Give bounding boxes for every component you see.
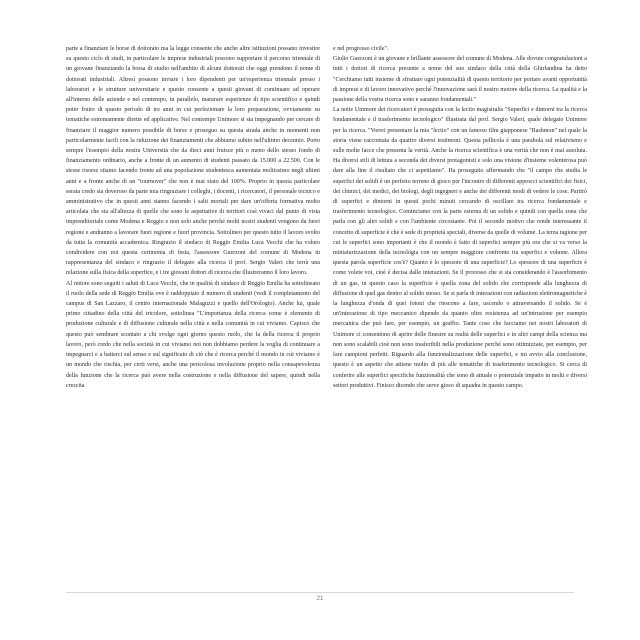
paragraph: La notte Unimore dei ricercatori è proseguita con la lectio magistralis "Superfici e dintorni tra la ricerca fondamentale e il trasferimento tecnologico" illustrata dal prof. Sergio Valeri, quale delegato Unimore per la ricerca. "Vorrei presentare la mia "lectio" con un famoso film giapponese "Rashmon" nel quale la storia viene raccontata da quattro diversi testimoni. Questa pellicola è una parabola sul relativismo e sulle molte facce che presenta la verità. Anche la ricerca scientifica è una verità che non è mai assoluta. Ha diversi stili di lettura a seconda dei diversi protagonisti e solo una visione d'insieme volenterosa può dare alla fine il risultato che ci aspettiamo". Ha proseguito affermando che "il campo che studia le superfici dei solidi è un perfetto terreno di gioco per l'incontro di differenti approcci scientifici dei fisici, dei chimici, dei medici, dei biologi, degli ingegneri e anche dei differenti modi di vedere le cose. Partirò di superfici e dintorni in questi pochi minuti cercando di oscillare tra ricerca fondamentale e trasferimento tecnologico. Cominciamo con la parte esterna di un solido e quindi con quella zona che parla con gli altri solidi e con l'ambiente circostante. Poi il secondo motivo che rende interessante il concetto di superficie è che è sede di proprietà speciali, diverse da quelle di volume. La terza ragione per cui le superfici sono importanti è che il mondo è fatto di superfici sempre più ora che si va verso la miniaturizzazione della tecnologia con un sempre maggiore confronto tra superfici e volume. Allora questa parola superficie cos'è? Quanto è lo spessore di una superficie? Lo spessore di una superficie è come volete voi, cioè è decisa dalle interazioni. Se il processo che si sta considerando è l'assorbimento di un gas, in questo caso la superficie è quella zona del solido che corrisponde alla lunghezza di diffusione di quel gas dentro al solido stesso. Se si parla di interazioni con radiazioni elettromagnetiche è la lunghezza d'onda di quei fotoni che riescono a fare, uscendo o attraversando il solido. Se è un'interazione di tipo meccanico dipende da quanto oltre resistenza ad un'intrusione per esempio meccanica che può fare, per esempio, un graffio. Tante cose che facciamo nei nostri laboratori di Unimore ci consentono di aprire delle finestre su realtà delle superfici e in altri campi della scienza ma non sono scalabili cioè non sono trasferibili nella produzione perché sono ottimizzate, per esempio, per fare campioni perfetti. Riguardo alla funzionalizzazione delle superfici, e mi avvio alla conclusione, questo è un aspetto che attiene molto di più alle tematiche di trasferimento tecnologico. Si cerca di conferire alle superfici specifiche funzionalità che sono di attuale o potenziale impatto in molti e diversi settori produttivi. Finisco dicendo che serve gioco di squadra in questo campo. bbox=[333, 107, 587, 389]
left-column bbox=[66, 44, 320, 391]
right-column bbox=[333, 44, 587, 391]
paragraph: Giulio Guerzoni è un giovane e brillante assessore del comune di Modena. Alle dovute congratulazioni a tutti i dottori di ricerca presente a nome del suo sindaco della città della Ghirlandina ha detto "Cerchiamo tutti insieme di sfruttare ogni potenzialità di questo territorio per portare avanti opportunità di imprese e di lavoro innovativo perché l'innovazione sarà il nostro motore della ricerca. La qualità e la passione della vostra ricerca sono e saranno fondamentali." bbox=[333, 56, 587, 104]
paragraph: Al rettore sono seguiti i saluti di Luca Vecchi, che in qualità di sindaco di Reggio Emilia ha sottolineato il ruolo della sede di Reggio Emilia ove è raddoppiato il numero di studenti (vedi il completamento del campus di San Lazzaro, il centro internazionale Malaguzzi e quello dell'Orologio). Anche lui, quale primo cittadino della città del tricolore, sottolinea "L'importanza della ricerca come è elemento di produzione culturale e di diffusione culturale nella città e nella comunità in cui viviamo. Capisco che questo può sembrare scontato a chi svolge ogni giorno questo ruolo, che fa della ricerca il proprio lavoro, però credo che nella società in cui viviamo noi non dobbiamo perdere la voglia di continuare a impegnarci e a batterci sul senso e sul significato di ciò che è ricerca perché il mondo in cui viviamo è un mondo che rischia, per certi versi, anche una pericolosa involuzione proprio nella consapevolezza della funzione che la ricerca può avere nella costruzione e nella diffusione del sapere, quindi nella crescita bbox=[66, 280, 320, 389]
footer-divider bbox=[66, 592, 574, 593]
paragraph: e nel progresso civile". bbox=[333, 46, 389, 52]
page-number: 21 bbox=[316, 596, 324, 602]
paragraph: parte a finanziare le borse di dottorato ma la legge consente che anche altre istituzioni possano investire su questo ciclo di studi, in particolare le imprese industriali possono supportare il percorso triennale di un giovane finanziando la borsa di studio nell'ambito di alcuni dottorati che oggi prendono il nome di dottorati industriali. Altresì possono inviare i loro dipendenti per un'esperienza triennale presso i laboratori e le strutture universitarie e questo consente a questi giovani di continuare ad operare all'interno delle aziende e nel contempo, in parallelo, maturare esperienze di tipo scientifico e quindi poter fruire di questo periodo di tre anni in cui perfezionare la loro preparazione, ovviamente su tematiche estremamente dirette ed applicative. Nel contempo Unimore si sta impegnando per cercare di finanziare il maggior numero possibile di borse e proseguo su questa strada anche in momenti non particolarmente facili con la riduzione dei finanziamenti che abbiamo subito nell'ultimo decennio. Porto sempre l'esempio della nostra Università che da dieci anni fruisce più o meno dello stesso fondo di finanziamento ordinario, anche a fronte di un aumento di studenti passato da 15.000 a 22.500. Con le stesse risorse stiamo facendo fronte ad una popolazione studentesca aumentata moltissimo negli ultimi anni e a fronte anche di un "tournover" che non è mai stato del 100%. Proprio in questa particolare serata credo sia doveroso da parte mia ringraziare i colleghi, i docenti, i ricercatori, il personale tecnico e amministrativo che in questi anni stanno facendo i salti mortali per dare un'offerta formativa molto articolata che sia all'altezza di quelle che sono le aspettative di territori così vivaci dal punto di vista imprenditoriale come Modena e Reggio e non solo anche perché molti nostri studenti vengono da fuori regione e andranno a lavorare fuori regione e fuori provincia. Sottolineo per questo tutto il lavoro svolto da tutta la comunità accademica. Ringrazio il sindaco di Reggio Emilia Luca Vecchi che ha voluto condividere con noi questa cerimonia di festa, l'assessore Guerzoni del comune di Modena in rappresentanza del sindaco e ringrazio il delegato alla ricerca il prof. Sergio Valeri che terrà una relazione sulla fisica della superfice, e i tre giovani dottori di ricerca che illustreranno il loro lavoro. bbox=[66, 46, 320, 277]
